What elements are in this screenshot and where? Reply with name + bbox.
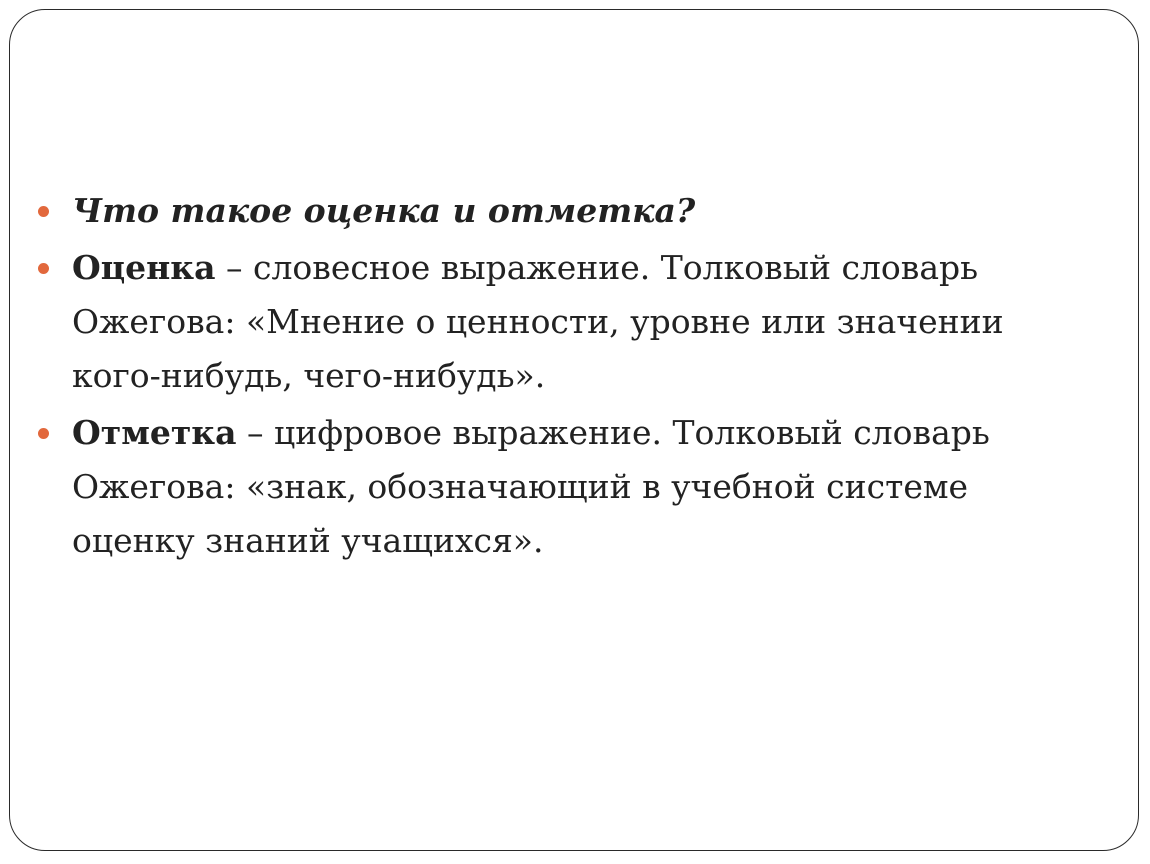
term-otmetka: Отметка: [72, 413, 237, 452]
bullet-dot-icon: [38, 206, 49, 217]
bullet-dot-icon: [38, 263, 49, 274]
bullet-dot-icon: [38, 428, 49, 439]
definition-otmetka: – цифровое выражение. Толковый словарь Ожегова: «знак, обозначающий в учебной системе оценку знаний учащихся».: [72, 413, 990, 560]
definition-ocenka: – словесное выражение. Толковый словарь Ожегова: «Мнение о ценности, уровне или значении кого-нибудь, чего-нибудь».: [72, 248, 1004, 395]
term-ocenka: Оценка: [72, 248, 216, 287]
bullet-list: [38, 184, 1098, 571]
bullet-question: [38, 184, 1098, 238]
bullet-ocenka: [38, 241, 1098, 403]
bullet-otmetka: [38, 406, 1098, 568]
question-text: Что такое оценка и отметка?: [72, 191, 696, 230]
